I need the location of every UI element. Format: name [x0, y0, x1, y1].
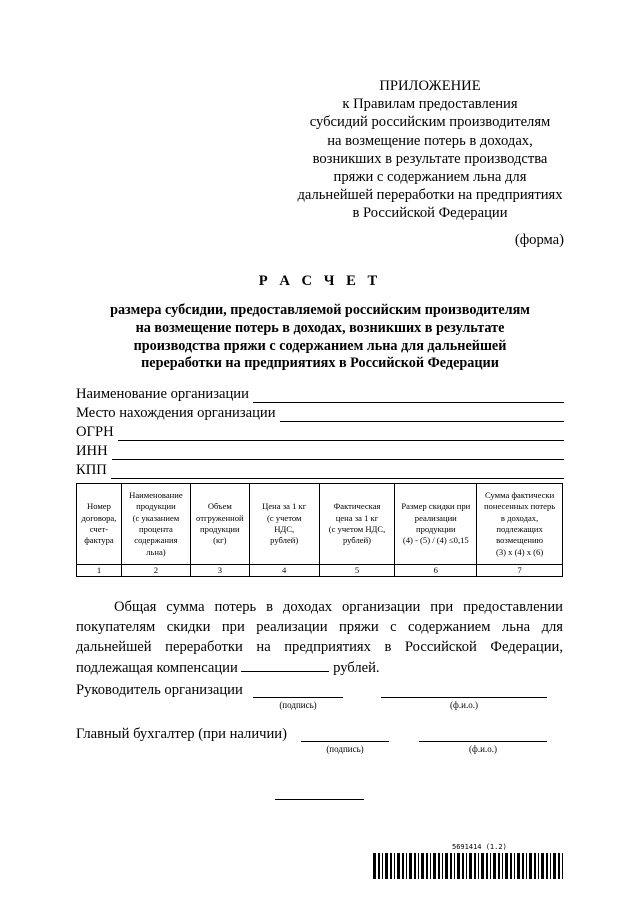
- column-number: 7: [477, 565, 563, 577]
- document-code: 5691414 (1.2): [452, 843, 507, 851]
- header-discount: Размер скидки при реализации продукции (4) - (5) / (4) ≤0,15: [395, 484, 477, 565]
- barcode-bar: [526, 853, 527, 879]
- barcode-bar: [550, 853, 551, 879]
- head-name-caption: (ф.и.о.): [450, 700, 478, 710]
- head-signature-label: Руководитель организации: [76, 682, 243, 698]
- organization-name-label: Наименование организации: [76, 386, 249, 402]
- barcode-bar: [421, 853, 424, 879]
- kpp-field[interactable]: [111, 464, 564, 479]
- head-signature-line[interactable]: [253, 697, 343, 698]
- organization-location-row: [76, 403, 564, 422]
- barcode-bar: [385, 853, 388, 879]
- barcode-bar: [397, 853, 400, 879]
- accountant-signature-caption: (подпись): [326, 744, 364, 754]
- subtitle-line: размера субсидии, предоставляемой российским производителям: [110, 302, 530, 318]
- document-subtitle: [60, 302, 580, 373]
- bottom-divider: [275, 799, 364, 800]
- compensation-amount-field[interactable]: [241, 659, 329, 672]
- kpp-label: КПП: [76, 462, 107, 478]
- barcode-bar: [529, 853, 532, 879]
- head-name-line[interactable]: [381, 697, 547, 698]
- inn-field[interactable]: [112, 445, 564, 460]
- inn-label: ИНН: [76, 443, 108, 459]
- barcode-bar: [394, 853, 395, 879]
- barcode-bar: [373, 853, 376, 879]
- barcode: [373, 853, 563, 879]
- barcode-bar: [502, 853, 503, 879]
- barcode-bar: [522, 853, 524, 879]
- organization-location-label: Место нахождения организации: [76, 405, 276, 421]
- barcode-bar: [378, 853, 380, 879]
- column-number: 4: [249, 565, 319, 577]
- barcode-bar: [382, 853, 383, 879]
- barcode-bar: [430, 853, 431, 879]
- barcode-bar: [493, 853, 496, 879]
- header-actual-price: Фактическая цена за 1 кг (с учетом НДС, рублей): [319, 484, 395, 565]
- organization-fields: [76, 384, 564, 479]
- barcode-bar: [406, 853, 407, 879]
- currency-suffix: рублей.: [333, 659, 380, 676]
- barcode-bar: [474, 853, 476, 879]
- barcode-bar: [445, 853, 448, 879]
- barcode-bar: [546, 853, 548, 879]
- barcode-bar: [478, 853, 479, 879]
- calculation-table: [76, 483, 563, 577]
- barcode-bar: [433, 853, 436, 879]
- header-loss-sum: Сумма фактически понесенных потерь в доходах, подлежащих возмещению (3) х (4) х (6): [477, 484, 563, 565]
- barcode-bar: [514, 853, 515, 879]
- barcode-bar: [390, 853, 392, 879]
- appendix-header: [270, 77, 590, 223]
- header-price: Цена за 1 кг (с учетом НДС, рублей): [249, 484, 319, 565]
- barcode-bar: [409, 853, 412, 879]
- barcode-bar: [442, 853, 443, 879]
- document-title: Р А С Ч Е Т: [258, 273, 382, 289]
- barcode-bar: [553, 853, 556, 879]
- barcode-bar: [562, 853, 563, 879]
- barcode-bar: [481, 853, 484, 879]
- header-product-name: Наименование продукции (с указанием процента содержания льна): [121, 484, 190, 565]
- subtitle-line: производства пряжи с содержанием льна для дальнейшей: [133, 337, 507, 354]
- barcode-bar: [505, 853, 508, 879]
- appendix-line: дальнейшей переработки на предприятиях: [297, 187, 563, 204]
- subtitle-line: переработки на предприятиях в Российской Федерации: [141, 355, 499, 372]
- barcode-bar: [498, 853, 500, 879]
- barcode-bar: [454, 853, 455, 879]
- kpp-row: [76, 460, 564, 479]
- total-loss-text: Общая сумма потерь в доходах организации при предоставлении покупателям скидки при реализации пряжи с содержанием льна для дальнейшей переработки на предприятиях в Российской Федерации, подлежащая компенсации: [76, 599, 563, 676]
- header-contract-number: Номер договора, счет- фактура: [77, 484, 122, 565]
- barcode-bar: [538, 853, 539, 879]
- appendix-line: возникших в результате производства: [312, 150, 548, 167]
- accountant-name-caption: (ф.и.о.): [469, 744, 497, 754]
- barcode-bar: [402, 853, 404, 879]
- total-loss-paragraph: [76, 597, 563, 678]
- table-header-row: [77, 484, 563, 565]
- barcode-bar: [438, 853, 440, 879]
- form-label: (форма): [514, 232, 564, 248]
- subtitle-line: на возмещение потерь в доходах, возникших в результате: [135, 319, 505, 336]
- inn-row: [76, 441, 564, 460]
- appendix-line: субсидий российским производителям: [309, 114, 551, 131]
- organization-location-field[interactable]: [280, 407, 564, 422]
- barcode-bar: [414, 853, 416, 879]
- barcode-bar: [541, 853, 544, 879]
- column-number: 1: [77, 565, 122, 577]
- ogrn-label: ОГРН: [76, 424, 114, 440]
- barcode-bar: [517, 853, 520, 879]
- appendix-line: в Российской Федерации: [352, 205, 508, 222]
- barcode-bar: [534, 853, 536, 879]
- organization-name-row: [76, 384, 564, 403]
- barcode-bar: [450, 853, 452, 879]
- ogrn-field[interactable]: [118, 426, 564, 441]
- organization-name-field[interactable]: [253, 388, 564, 403]
- table-number-row: [77, 565, 563, 577]
- accountant-name-line[interactable]: [419, 741, 547, 742]
- column-number: 6: [395, 565, 477, 577]
- header-volume: Объем отгруженной продукции (кг): [190, 484, 249, 565]
- barcode-bar: [510, 853, 512, 879]
- appendix-line: ПРИЛОЖЕНИЕ: [379, 78, 481, 94]
- barcode-bar: [490, 853, 491, 879]
- appendix-line: пряжи с содержанием льна для: [333, 169, 527, 186]
- barcode-bar: [418, 853, 419, 879]
- barcode-bar: [486, 853, 488, 879]
- column-number: 3: [190, 565, 249, 577]
- column-number: 2: [121, 565, 190, 577]
- barcode-bar: [426, 853, 428, 879]
- head-signature-caption: (подпись): [279, 700, 317, 710]
- barcode-bar: [462, 853, 464, 879]
- appendix-line: на возмещение потерь в доходах,: [327, 132, 533, 149]
- accountant-signature-label: Главный бухгалтер (при наличии): [76, 726, 287, 742]
- barcode-bar: [469, 853, 472, 879]
- column-number: 5: [319, 565, 395, 577]
- ogrn-row: [76, 422, 564, 441]
- barcode-bar: [558, 853, 560, 879]
- accountant-signature-line[interactable]: [301, 741, 389, 742]
- barcode-bar: [457, 853, 460, 879]
- appendix-line: к Правилам предоставления: [342, 96, 518, 113]
- barcode-bar: [466, 853, 467, 879]
